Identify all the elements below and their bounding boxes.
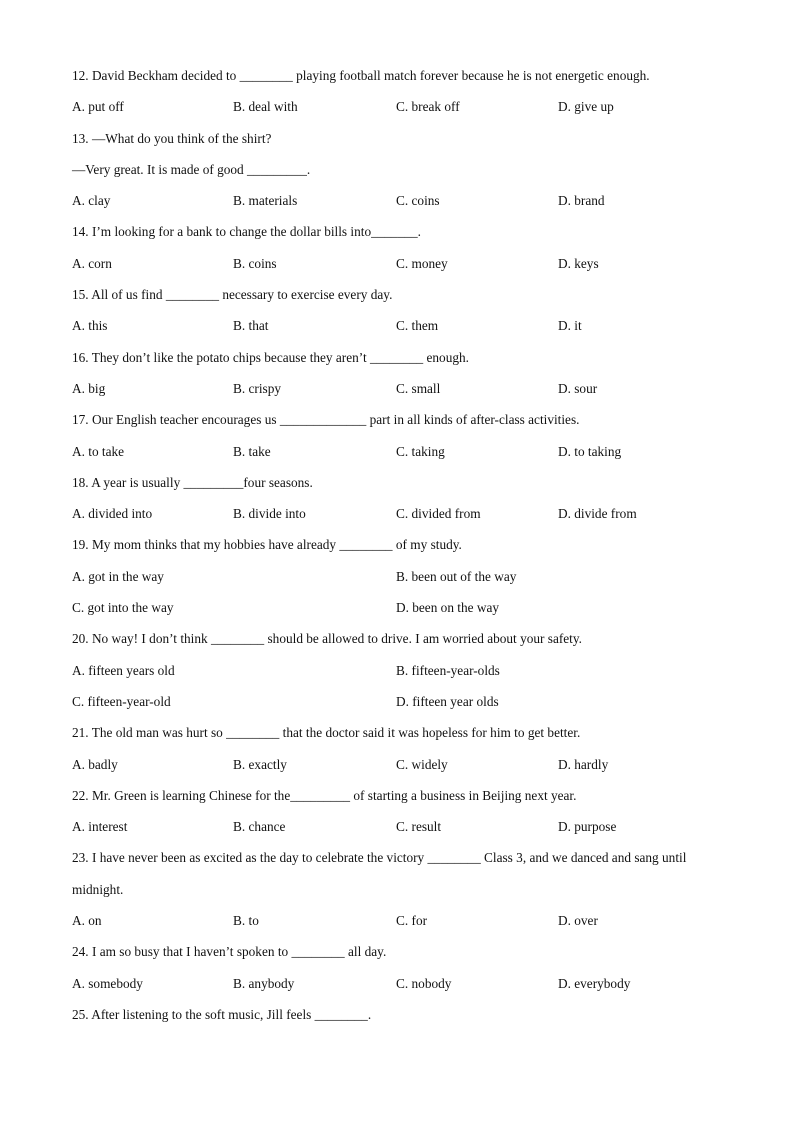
exam-page	[72, 60, 722, 1030]
option-b: B. chance	[233, 819, 286, 835]
option-a: A. to take	[72, 443, 125, 459]
option-d: D. been on the way	[396, 600, 500, 616]
option-d: D. fifteen year olds	[396, 693, 499, 709]
option-b: B. divide into	[233, 506, 306, 522]
option-c: C. nobody	[396, 975, 452, 991]
question-23-options	[72, 905, 722, 936]
option-a: A. somebody	[72, 975, 143, 991]
option-c: C. got into the way	[72, 600, 174, 616]
option-c: C. break off	[396, 99, 460, 115]
question-15-options	[72, 310, 722, 341]
question-25-stem: 25. After listening to the soft music, Jill feels ________.	[72, 1006, 372, 1022]
option-a: A. clay	[72, 193, 111, 209]
question-20-options-row2	[72, 686, 722, 717]
option-c: C. widely	[396, 756, 448, 772]
question-19-options-row1	[72, 561, 722, 592]
question-14-stem: 14. I’m looking for a bank to change the dollar bills into_______.	[72, 224, 421, 240]
option-d: D. it	[558, 318, 582, 334]
question-17-stem: 17. Our English teacher encourages us _____________ part in all kinds of after-class activities.	[72, 412, 580, 428]
option-b: B. take	[233, 443, 271, 459]
question-20-options-row1	[72, 655, 722, 686]
question-13-options	[72, 185, 722, 216]
option-d: D. everybody	[558, 975, 631, 991]
option-a: A. corn	[72, 255, 112, 271]
question-24-stem: 24. I am so busy that I haven’t spoken to ________ all day.	[72, 944, 387, 960]
option-d: D. keys	[558, 255, 599, 271]
option-b: B. been out of the way	[396, 568, 517, 584]
option-c: C. coins	[396, 193, 440, 209]
question-21-stem: 21. The old man was hurt so ________ that the doctor said it was hopeless for him to get better.	[72, 725, 581, 741]
option-a: A. interest	[72, 819, 128, 835]
question-12-stem: 12. David Beckham decided to ________ playing football match forever because he is not energetic enough.	[72, 68, 650, 83]
option-c: C. divided from	[396, 506, 481, 522]
question-20-stem: 20. No way! I don’t think ________ should be allowed to drive. I am worried about your safety.	[72, 631, 582, 647]
option-d: D. to taking	[558, 443, 622, 459]
option-c: C. fifteen-year-old	[72, 693, 171, 709]
option-d: D. hardly	[558, 756, 609, 772]
question-13-stem: 13. —What do you think of the shirt?	[72, 130, 272, 146]
option-a: A. badly	[72, 756, 118, 772]
question-21-options	[72, 749, 722, 780]
question-15-stem: 15. All of us find ________ necessary to exercise every day.	[72, 287, 393, 303]
option-b: B. to	[233, 913, 259, 929]
question-14-options	[72, 248, 722, 279]
question-24-options	[72, 968, 722, 999]
question-19-stem: 19. My mom thinks that my hobbies have already ________ of my study.	[72, 537, 462, 553]
question-18-options	[72, 498, 722, 529]
option-c: C. small	[396, 380, 441, 396]
question-23-stem: 23. I have never been as excited as the day to celebrate the victory ________ Class 3, and we danced and sang until midnight.	[72, 850, 687, 897]
option-d: D. sour	[558, 380, 598, 396]
option-b: B. anybody	[233, 975, 295, 991]
question-12-options	[72, 91, 722, 122]
option-a: A. fifteen years old	[72, 662, 175, 678]
option-c: C. for	[396, 913, 428, 929]
question-17-options	[72, 436, 722, 467]
option-c: C. them	[396, 318, 439, 334]
question-18-stem: 18. A year is usually _________four seasons.	[72, 474, 313, 490]
option-a: A. put off	[72, 99, 124, 115]
option-a: A. this	[72, 318, 108, 334]
option-a: A. divided into	[72, 506, 153, 522]
option-b: B. crispy	[233, 380, 282, 396]
option-b: B. deal with	[233, 99, 298, 115]
option-b: B. materials	[233, 193, 298, 209]
question-22-options	[72, 811, 722, 842]
option-d: D. give up	[558, 99, 614, 115]
option-d: D. purpose	[558, 819, 617, 835]
option-c: C. taking	[396, 443, 445, 459]
question-16-stem: 16. They don’t like the potato chips because they aren’t ________ enough.	[72, 349, 469, 365]
option-b: B. coins	[233, 255, 277, 271]
option-d: D. brand	[558, 193, 605, 209]
option-d: D. divide from	[558, 506, 637, 522]
question-19-options-row2	[72, 592, 722, 623]
option-b: B. that	[233, 318, 269, 334]
option-c: C. result	[396, 819, 442, 835]
option-b: B. exactly	[233, 756, 287, 772]
option-c: C. money	[396, 255, 448, 271]
option-d: D. over	[558, 913, 598, 929]
option-b: B. fifteen-year-olds	[396, 662, 500, 678]
question-16-options	[72, 373, 722, 404]
question-13-reply: —Very great. It is made of good _________.	[72, 161, 311, 177]
option-a: A. got in the way	[72, 568, 164, 584]
question-22-stem: 22. Mr. Green is learning Chinese for the_________ of starting a business in Beijing next year.	[72, 787, 577, 803]
option-a: A. big	[72, 380, 106, 396]
option-a: A. on	[72, 913, 102, 929]
